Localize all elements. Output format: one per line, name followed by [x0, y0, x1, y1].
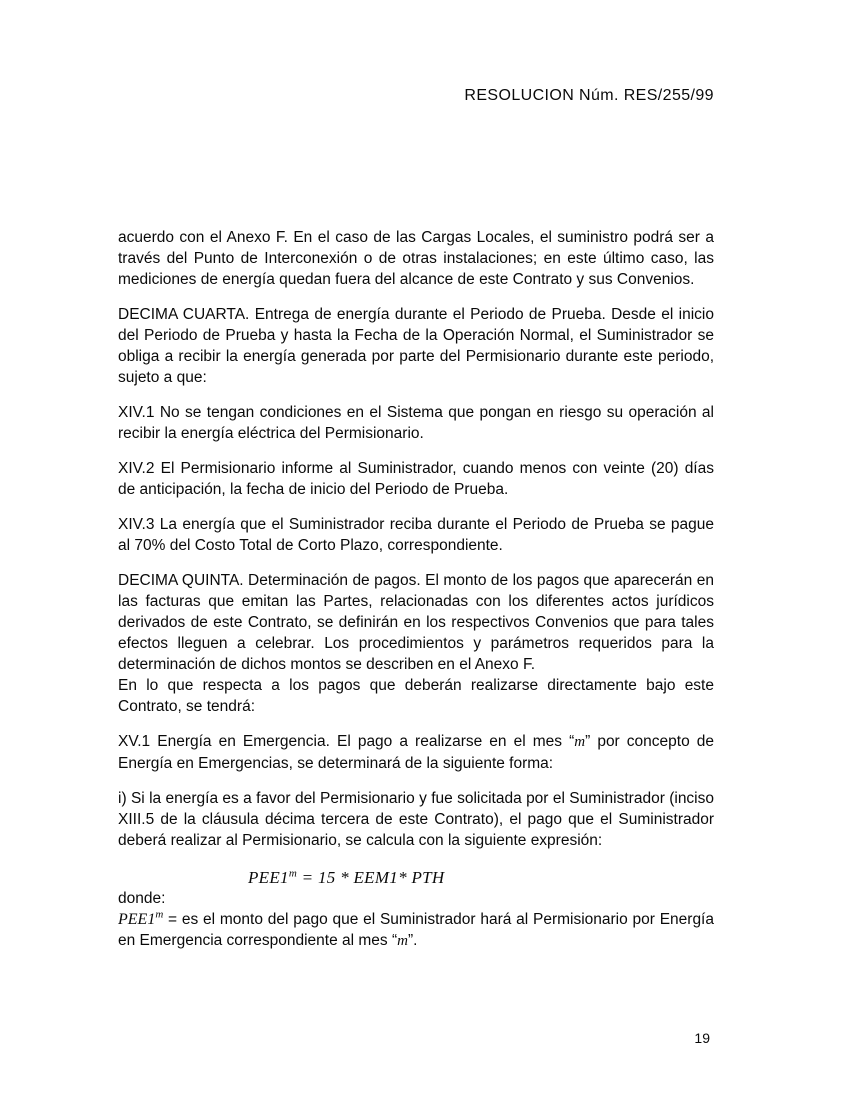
label-donde: donde: — [118, 890, 166, 907]
math-variable-m: m — [574, 734, 586, 750]
clause-xv-1 — [118, 731, 714, 774]
paragraph-acuerdo-anexo-f: acuerdo con el Anexo F. En el caso de las Cargas Locales, el suministro podrá ser a través del Punto de Interconexión o de otras instalaciones; en este último caso, las mediciones de energía quedan fuera del alcance de este Contrato y sus Convenios. — [118, 229, 714, 288]
definition-term-superscript: m — [155, 908, 164, 921]
clause-xiv-1: XIV.1 No se tengan condiciones en el Sistema que pongan en riesgo su operación al recibir la energía eléctrica del Permisionario. — [118, 404, 714, 442]
paragraph-en-lo-que-respecta: En lo que respecta a los pagos que deberán realizarse directamente bajo este Contrato, se tendrá: — [118, 677, 714, 715]
clause-xiv-3: XIV.3 La energía que el Suministrador reciba durante el Periodo de Prueba se pague al 70% del Costo Total de Corto Plazo, correspondiente. — [118, 516, 714, 554]
page-number: 19 — [694, 1030, 710, 1046]
clause-xv-1-text-after: ” por concepto de Energía en Emergencias, se determinará de la siguiente forma: — [118, 733, 714, 772]
formula-lhs-base: PEE1 — [248, 868, 289, 887]
clause-xiv-2: XIV.2 El Permisionario informe al Suministrador, cuando menos con veinte (20) días de anticipación, la fecha de inicio del Periodo de Prueba. — [118, 460, 714, 498]
formula-pee1 — [248, 867, 714, 888]
clause-decima-quinta: DECIMA QUINTA. Determinación de pagos. El monto de los pagos que aparecerán en las facturas que emitan las Partes, relacionadas con los diferentes actos jurídicos derivados de este Contrato, se definirán en los respectivos Convenios que para tales efectos lleguen a celebrar. Los procedimientos y parámetros requeridos para la determinación de dichos montos se describen en el Anexo F. — [118, 572, 714, 673]
definition-term-base: PEE1 — [118, 911, 156, 928]
formula-lhs-superscript: m — [288, 867, 298, 880]
definition-pee1 — [118, 909, 714, 952]
document-body — [118, 227, 714, 952]
definition-variable-m: m — [397, 933, 408, 949]
clause-decima-cuarta: DECIMA CUARTA. Entrega de energía durante el Periodo de Prueba. Desde el inicio del Periodo de Prueba y hasta la Fecha de la Operación Normal, el Suministrador se obliga a recibir la energía generada por parte del Permisionario durante este periodo, sujeto a que: — [118, 306, 714, 386]
clause-xv-1-text-before: XV.1 Energía en Emergencia. El pago a realizarse en el mes “ — [118, 733, 575, 750]
document-header: RESOLUCION Núm. RES/255/99 — [464, 87, 714, 104]
formula-rhs: = 15 * EEM1* PTH — [297, 868, 445, 887]
definition-text-after: ”. — [408, 932, 418, 949]
paragraph-inciso-i: i) Si la energía es a favor del Permisionario y fue solicitada por el Suministrador (inciso XIII.5 de la cláusula décima tercera de este Contrato), el pago que el Suministrador deberá realizar al Permisionario, se calcula con la siguiente expresión: — [118, 790, 714, 849]
definition-text-before: = es el monto del pago que el Suministrador hará al Permisionario por Energía en Emergencia correspondiente al mes “ — [118, 911, 714, 949]
definition-term — [118, 908, 164, 928]
